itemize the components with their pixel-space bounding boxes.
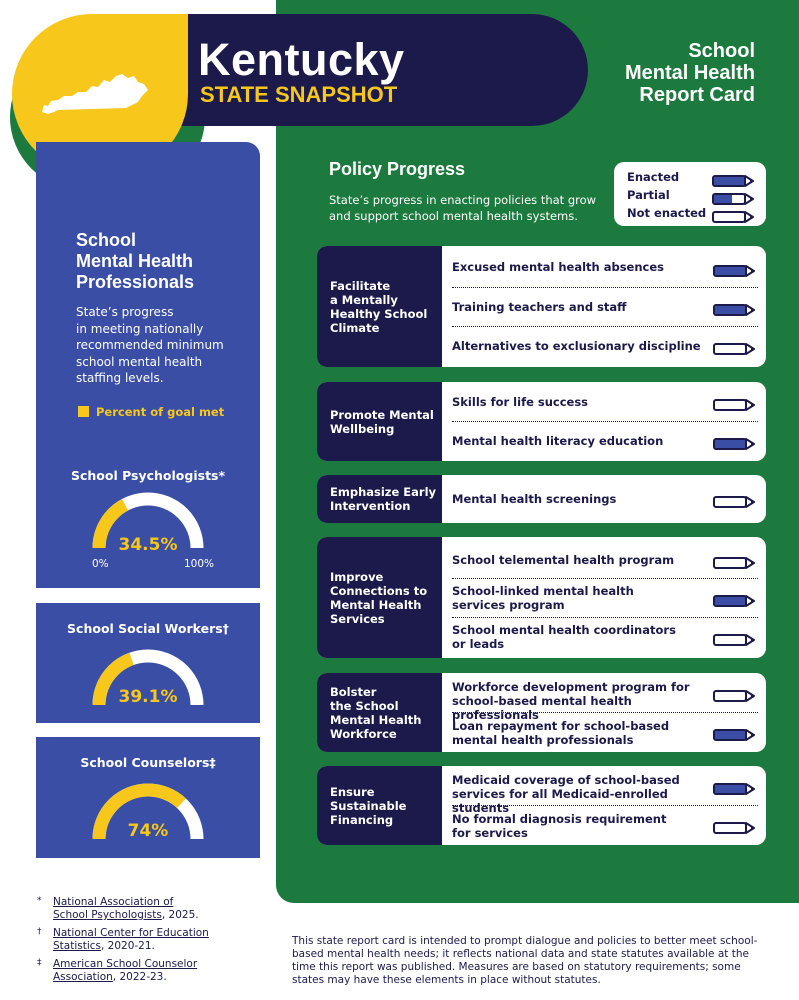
footnote-rest: , 2022-23.: [112, 971, 167, 983]
desc-line: State’s progress: [76, 305, 174, 319]
desc-line: and support school mental health systems.: [329, 209, 578, 223]
social-workers-panel: [36, 603, 260, 723]
footnote-mark: *: [37, 896, 42, 906]
policy-item: [452, 584, 712, 612]
policy-item: [452, 434, 712, 448]
desc-line: staffing levels.: [76, 371, 164, 385]
legend-not-enacted-label: Not enacted: [627, 206, 707, 220]
category-line: Workforce: [330, 726, 397, 741]
category-line: Improve: [330, 569, 384, 584]
policy-item-label: School-linked mental health: [452, 584, 634, 598]
partial-pencil-icon: [712, 190, 754, 209]
not-enacted-pencil-icon: [712, 208, 754, 227]
policy-item: [452, 623, 712, 651]
category-line: Healthy School: [330, 306, 428, 321]
kentucky-map-icon: [38, 72, 150, 118]
goal-legend-swatch: [78, 406, 89, 417]
heading-line: Professionals: [76, 272, 195, 292]
status-pencil-icon: [713, 726, 755, 745]
status-pencil-icon: [713, 340, 755, 359]
status-pencil-icon: [713, 554, 755, 573]
policy-item: [452, 300, 712, 314]
gauge-title-social-workers: School Social Workers†: [67, 621, 229, 636]
policy-item-label: mental health professionals: [452, 733, 634, 747]
category-line: Emphasize Early: [330, 485, 437, 499]
report-title-line: Report Card: [639, 84, 755, 106]
policy-item-label: No formal diagnosis requirement: [452, 812, 667, 826]
policy-title: Policy Progress: [329, 159, 466, 179]
divider: [452, 326, 758, 327]
desc-line: recommended minimum: [76, 338, 224, 352]
professionals-heading: [76, 230, 236, 293]
divider: [452, 287, 758, 288]
disclaimer: This state report card is intended to prompt dialogue and policies to better meet school-based mental health needs; it reflects national data and state statutes available at the time this report was published. Measures are based on statutory requirements; some states may have these elements in place without statutes.: [292, 935, 758, 986]
policy-category: [317, 673, 442, 752]
report-title: [625, 40, 755, 106]
policy-item-label: Mental health literacy education: [452, 434, 664, 448]
professionals-panel: [36, 142, 260, 588]
status-pencil-icon: [713, 396, 755, 415]
desc-line: in meeting nationally: [76, 321, 204, 336]
footnote-rest: , 2025.: [161, 909, 199, 921]
footnote-link[interactable]: National Association of: [53, 896, 174, 908]
policy-item-label: Training teachers and staff: [452, 300, 627, 314]
status-pencil-icon: [713, 301, 755, 320]
gauge-value-counselors: 74%: [127, 821, 169, 841]
policy-item-label: Skills for life success: [452, 395, 589, 409]
status-legend: [614, 162, 766, 226]
policy-category: [317, 382, 442, 461]
legend-enacted-label: Enacted: [627, 170, 680, 184]
footnote-link[interactable]: American School Counselor: [53, 958, 198, 970]
policy-item-label: services program: [452, 598, 565, 612]
footnote-link[interactable]: Association: [53, 971, 113, 983]
footnote-mark: ‡: [37, 958, 42, 968]
policy-category: [317, 766, 442, 845]
category-line: Facilitate: [330, 278, 391, 293]
gauge-title-psychologists: School Psychologists*: [70, 468, 226, 483]
policy-item-label: school-based mental health professionals: [452, 694, 632, 722]
policy-item: [452, 773, 722, 815]
status-pencil-icon: [713, 262, 755, 281]
policy-category: [317, 537, 442, 658]
policy-item-label: Alternatives to exclusionary discipline: [452, 339, 701, 353]
category-line: Services: [330, 611, 385, 626]
status-pencil-icon: [713, 780, 755, 799]
gauge-value-psychologists: 34.5%: [118, 535, 178, 555]
divider: [452, 578, 758, 579]
policy-item: [452, 553, 712, 567]
gauge-max-label: 100%: [184, 558, 215, 570]
policy-group-climate: [317, 246, 766, 367]
category-line: Ensure: [330, 784, 375, 799]
divider: [452, 421, 758, 422]
policy-item: [452, 719, 712, 747]
category-line: a Mentally: [330, 292, 398, 307]
policy-item-label: services for all Medicaid-enrolled students: [452, 787, 668, 815]
category-line: the School: [330, 698, 399, 713]
professionals-description: [76, 304, 236, 387]
policy-description: [329, 192, 599, 224]
footnote-link[interactable]: Statistics: [53, 940, 101, 952]
policy-item: [452, 812, 712, 840]
gauge-min-label: 0%: [92, 558, 109, 570]
policy-item-label: Loan repayment for school-based: [452, 719, 670, 733]
state-subtitle: STATE SNAPSHOT: [200, 82, 398, 107]
category-line: Connections to: [330, 583, 428, 598]
policy-group-workforce: [317, 673, 766, 752]
enacted-pencil-icon: [712, 172, 754, 191]
footnote-mark: †: [37, 927, 42, 937]
policy-category: [317, 475, 442, 523]
desc-line: school mental health: [76, 354, 203, 369]
policy-group-financing: [317, 766, 766, 845]
policy-item-label: for services: [452, 826, 528, 840]
divider: [452, 805, 758, 806]
category-line: Mental Health: [330, 712, 422, 727]
footnote-rest: , 2020-21.: [101, 940, 155, 952]
category-line: Promote Mental: [330, 407, 434, 422]
status-pencil-icon: [713, 592, 755, 611]
heading-line: School: [76, 230, 137, 250]
policy-item: [452, 260, 712, 274]
policy-item: [452, 339, 712, 353]
divider: [452, 712, 758, 713]
policy-item: [452, 492, 712, 506]
policy-item-label: or leads: [452, 637, 505, 651]
category-line: Bolster: [330, 684, 377, 699]
status-pencil-icon: [713, 819, 755, 838]
divider: [452, 617, 758, 618]
policy-category: [317, 246, 442, 367]
desc-line: State’s progress in enacting policies that grow: [329, 193, 597, 207]
category-line: Sustainable: [330, 798, 407, 813]
heading-line: Mental Health: [76, 251, 194, 271]
status-pencil-icon: [713, 435, 755, 454]
gauge-value-social-workers: 39.1%: [118, 687, 178, 707]
category-line: Intervention: [330, 499, 411, 513]
footnote-link[interactable]: National Center for Education: [53, 927, 209, 939]
goal-legend-label: Percent of goal met: [96, 405, 225, 419]
state-title: Kentucky: [198, 34, 405, 85]
policy-item-label: Excused mental health absences: [452, 260, 664, 274]
category-line: Financing: [330, 812, 394, 827]
policy-item-label: Medicaid coverage of school-based: [452, 773, 680, 787]
policy-item: [452, 395, 712, 409]
gauge-title-counselors: School Counselors‡: [80, 755, 216, 770]
legend-partial-label: Partial: [627, 188, 670, 202]
policy-item-label: School telemental health program: [452, 553, 675, 567]
policy-item: [452, 680, 712, 722]
policy-group-wellbeing: [317, 382, 766, 461]
counselors-panel: [36, 737, 260, 858]
policy-item-label: Mental health screenings: [452, 492, 617, 506]
report-title-line: Mental Health: [624, 62, 755, 84]
policy-item-label: Workforce development program for: [452, 680, 690, 694]
policy-item-label: School mental health coordinators: [452, 623, 676, 637]
category-line: Wellbeing: [330, 421, 395, 436]
policy-group-connections: [317, 537, 766, 658]
category-line: Climate: [330, 320, 380, 335]
status-pencil-icon: [713, 493, 755, 512]
report-title-line: School: [688, 40, 755, 62]
status-pencil-icon: [713, 687, 755, 706]
footnote-link[interactable]: School Psychologists: [53, 909, 162, 921]
status-pencil-icon: [713, 631, 755, 650]
policy-group-early-intervention: [317, 475, 766, 523]
category-line: Mental Health: [330, 597, 422, 612]
